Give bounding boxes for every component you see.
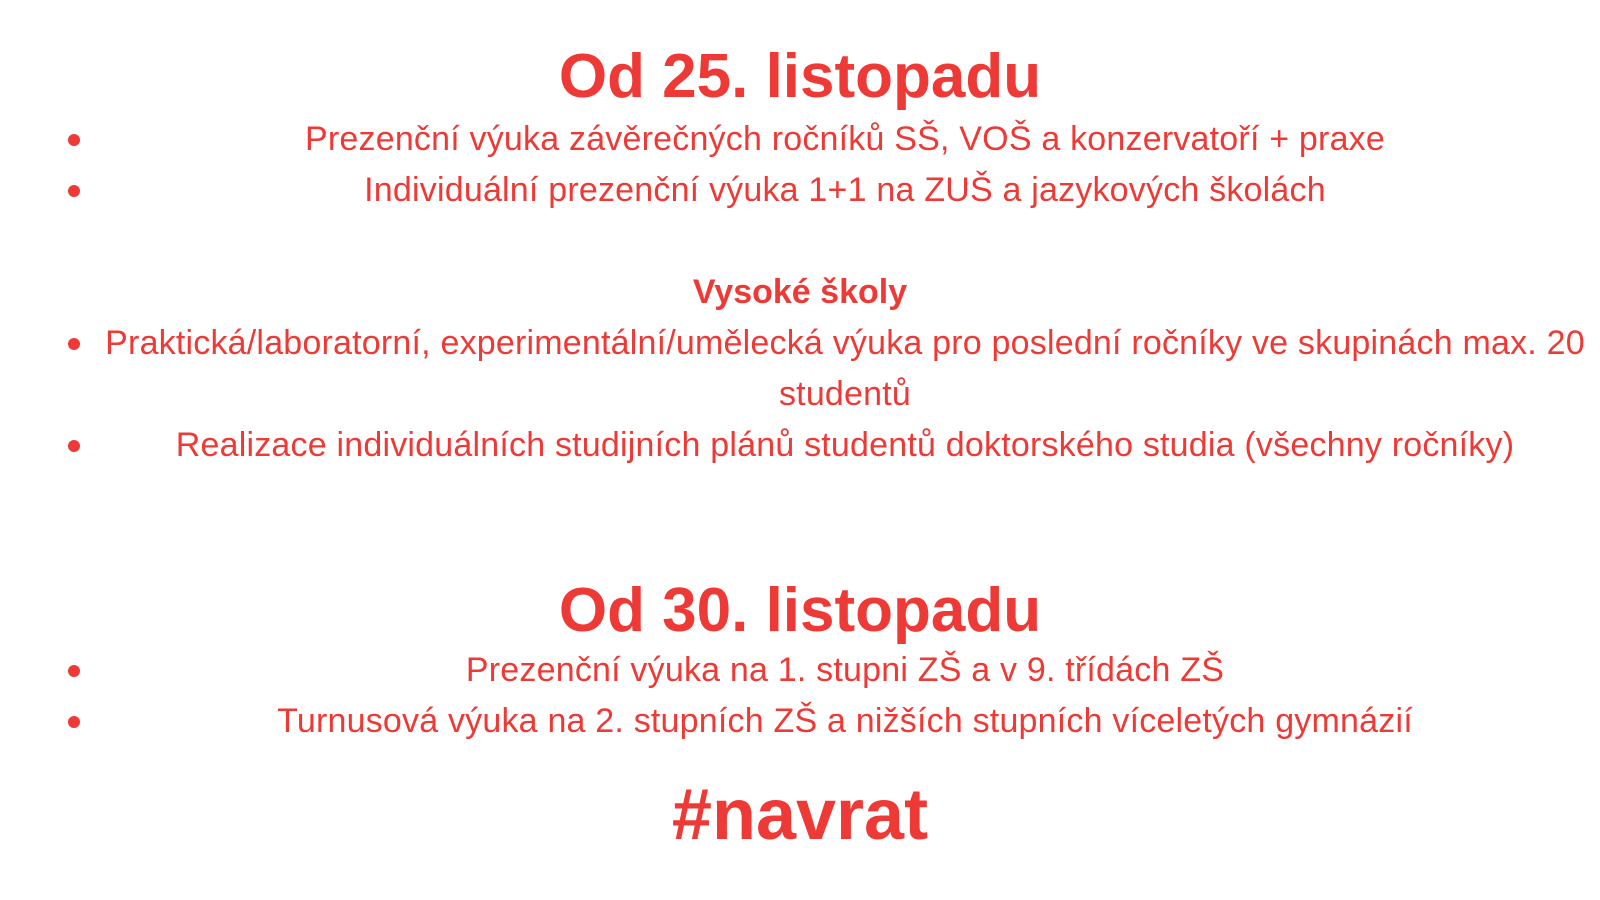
list-item-text: Prezenční výuka na 1. stupni ZŠ a v 9. třídách ZŠ — [465, 651, 1225, 689]
bullet-icon — [68, 185, 80, 197]
bullet-icon — [68, 338, 80, 350]
bullet-icon — [68, 440, 80, 452]
list-item-text: Turnusová výuka na 2. stupních ZŠ a nižších stupních víceletých gymnázií — [277, 702, 1413, 740]
bullet-icon — [68, 665, 80, 677]
heading-vysoke-skoly: Vysoké školy — [692, 273, 908, 311]
list-item-text: Prezenční výuka závěrečných ročníků SŠ, VOŠ a konzervatoří + praxe — [305, 120, 1385, 158]
heading-od-25-listopadu: Od 25. listopadu — [558, 42, 1042, 111]
list-item-text: Praktická/laboratorní, experimentální/umělecká výuka pro poslední ročníky ve skupinách max. 20 studentů — [105, 324, 1585, 413]
bullet-icon — [68, 716, 80, 728]
list-item-text: Realizace individuálních studijních plánů studentů doktorského studia (všechny ročníky) — [175, 426, 1515, 464]
list-item-text: Individuální prezenční výuka 1+1 na ZUŠ a jazykových školách — [364, 171, 1326, 209]
hashtag-navrat: #navrat — [671, 775, 929, 855]
heading-od-30-listopadu: Od 30. listopadu — [558, 576, 1042, 645]
bullet-icon — [68, 134, 80, 146]
